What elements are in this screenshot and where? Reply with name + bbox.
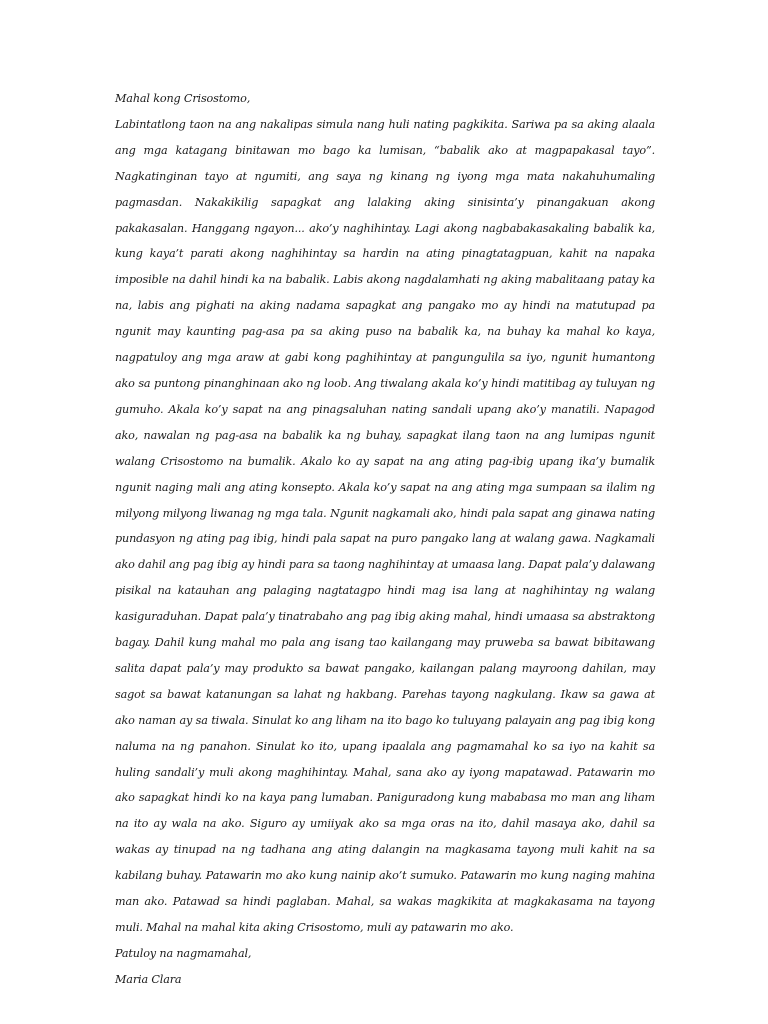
- letter-body: Labintatlong taon na ang nakalipas simula nang huli nating pagkikita. Sariwa pa sa aking alaala ang mga katagang binitawan mo bago ka lumisan, “babalik ako at magpapakasal tayo”. Nagkatinginan tayo at ngumiti, ang saya ng kinang ng iyong mga mata nakahuhumaling pagmasdan. Nakakikilig sapagkat ang lalaking aking sinisinta’y pinangakuan akong pakakasalan. Hanggang ngayon... ako’y naghihintay. Lagi akong nagbabakasakaling babalik ka, kung kaya’t parati akong naghihintay sa hardin na ating pinagtatagpuan, kahit na napaka imposible na dahil hindi ka na babalik. Labis akong nagdalamhati ng aking mabalitaang patay ka na, labis ang pighati na aking nadama sapagkat ang pangako mo ay hindi na matutupad pa ngunit may kaunting pag-asa pa sa aking puso na babalik ka, na buhay ka mahal ko kaya, nagpatuloy ang mga araw at gabi kong paghihintay at pangungulila sa iyo, ngunit humantong ako sa puntong pinanghinaan ako ng loob. Ang tiwalang akala ko’y hindi matitibag ay tuluyan ng gumuho. Akala ko’y sapat na ang pinagsaluhan nating sandali upang ako’y manatili. Napagod ako, nawalan ng pag-asa na babalik ka ng buhay, sapagkat ilang taon na ang lumipas ngunit walang Crisostomo na bumalik. Akalo ko ay sapat na ang ating pag-ibig upang ika’y bumalik ngunit naging mali ang ating konsepto. Akala ko’y sapat na ang ating mga sumpaan sa ilalim ng milyong milyong liwanag ng mga tala. Ngunit nagkamali ako, hindi pala sapat ang ginawa nating pundasyon ng ating pag ibig, hindi pala sapat na puro pangako lang at walang gawa. Nagkamali ako dahil ang pag ibig ay hindi para sa taong naghihintay at umaasa lang. Dapat pala’y dalawang pisikal na katauhan ang palaging nagtatagpo hindi mag isa lang at naghihintay ng walang kasiguraduhan. Dapat pala’y tinatrabaho ang pag ibig aking mahal, hindi umaasa sa abstraktong bagay. Dahil kung mahal mo pala ang isang tao kailangang may pruweba sa bawat bibitawang salita dapat pala’y may produkto sa bawat pangako, kailangan palang mayroong dahilan, may sagot sa bawat katanungan sa lahat ng hakbang. Parehas tayong nagkulang. Ikaw sa gawa at ako naman ay sa tiwala. Sinulat ko ang liham na ito bago ko tuluyang palayain ang pag ibig kong naluma na ng panahon. Sinulat ko ito, upang ipaalala ang pagmamahal ko sa iyo na kahit sa huling sandali’y muli akong maghihintay. Mahal, sana ako ay iyong mapatawad. Patawarin mo ako sapagkat hindi ko na kaya pang lumaban. Paniguradong kung mababasa mo man ang liham na ito ay wala na ako. Siguro ay umiiyak ako sa mga oras na ito, dahil masaya ako, dahil sa wakas ay tinupad na ng tadhana ang ating dalangin na magkasama tayong muli kahit na sa kabilang buhay. Patawarin mo ako kung nainip ako’t sumuko. Patawarin mo kung naging mahina man ako. Patawad sa hindi paglaban. Mahal, sa wakas magkikita at magkakasama na tayong muli. Mahal na mahal kita aking Crisostomo, muli ay patawarin mo ako.: [115, 117, 655, 934]
- letter-closing: Patuloy na nagmamahal,: [115, 946, 252, 960]
- letter-signature: Maria Clara: [115, 972, 182, 986]
- letter: [115, 86, 655, 993]
- letter-salutation: Mahal kong Crisostomo,: [115, 92, 251, 105]
